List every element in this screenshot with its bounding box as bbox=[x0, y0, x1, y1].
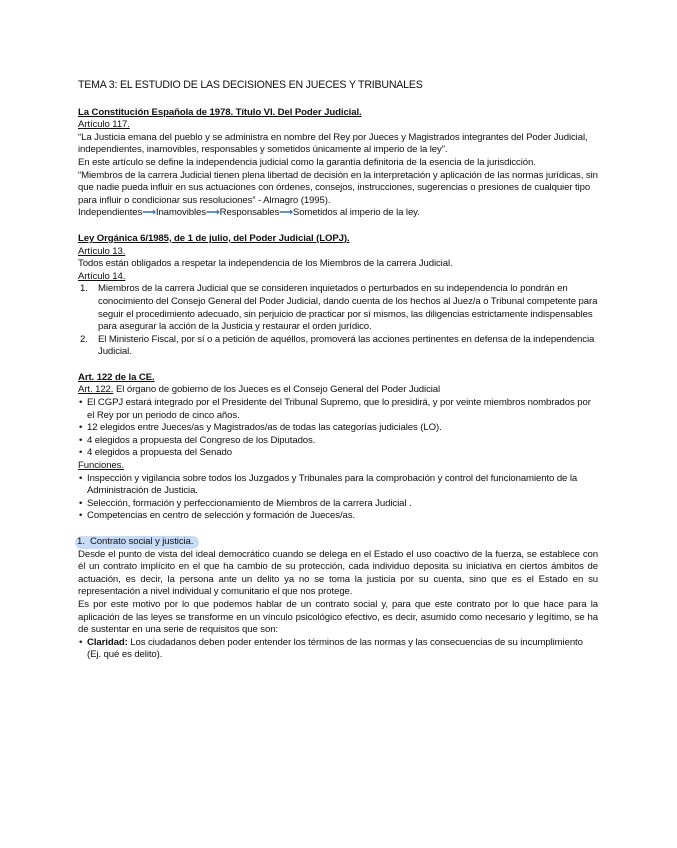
bullet-icon: • bbox=[79, 497, 83, 509]
article-quote: “La Justicia emana del pueblo y se administra en nombre del Rey por Jueces y Magistrados integrantes del Poder Judicial, independientes, inamovibles, responsables y sometidos únicamente al imperio de la ley”. bbox=[78, 131, 588, 156]
list-item: • Claridad: Los ciudadanos deben poder entender los términos de las normas y las consecuencias de su incumplimiento (Ej. qué es delito). bbox=[79, 636, 583, 661]
highlighted-heading: 1. Contrato social y justicia. bbox=[75, 536, 199, 549]
article-label: Artículo 117. bbox=[78, 119, 130, 131]
numbered-list bbox=[78, 283, 598, 359]
term-label: Claridad: bbox=[87, 636, 128, 648]
functions-list bbox=[78, 473, 598, 523]
section-heading: La Constitución Española de 1978. Título VI. Del Poder Judicial. bbox=[78, 106, 362, 118]
chain-item: Inamovibles bbox=[155, 207, 206, 219]
bullet-list bbox=[78, 637, 598, 662]
section-art122 bbox=[78, 372, 598, 523]
section-heading: Ley Orgánica 6/1985, de 1 de julio, del Poder Judicial (LOPJ). bbox=[78, 232, 350, 244]
list-item: • 4 elegidos a propuesta del Senado bbox=[79, 447, 232, 459]
list-item: • 4 elegidos a propuesta del Congreso de los Diputados. bbox=[79, 434, 316, 446]
article-label: Artículo 14. bbox=[78, 270, 126, 282]
list-item-text: El Ministerio Fiscal, por sí o a petición de aquéllos, promoverá las acciones pertinentes en defensa de la independencia Judicial. bbox=[98, 333, 595, 358]
arrow-right-icon: ⟶ bbox=[279, 207, 293, 219]
section-lopj bbox=[78, 233, 598, 359]
bullet-icon: • bbox=[79, 447, 83, 459]
paragraph: Art. 122. El órgano de gobierno de los Jueces es el Consejo General del Poder Judicial bbox=[78, 384, 441, 396]
chain-item: Independientes bbox=[78, 207, 143, 219]
list-item bbox=[78, 334, 598, 359]
bullet-icon: • bbox=[79, 397, 83, 409]
paragraph: En este artículo se define la independencia judicial como la garantía definitoria de la esencia de la jurisdicción. bbox=[78, 156, 536, 168]
arrow-right-icon: ⟶ bbox=[205, 207, 220, 219]
bullet-icon: • bbox=[79, 434, 83, 446]
quote-almagro: “Miembros de la carrera Judicial tienen plena libertad de decisión en la interpretación y aplicación de las normas jurídicas, sin que nadie pueda influir en sus actuaciones con órdenes, consejos, instrucciones, sugerencias o presiones de cualquier tipo para influir o condicionar sus resoluciones” - Almagro (1995). bbox=[78, 169, 598, 206]
document-title: TEMA 3: EL ESTUDIO DE LAS DECISIONES EN JUECES Y TRIBUNALES bbox=[78, 79, 423, 91]
chain-item: Responsables bbox=[219, 207, 280, 219]
bullet-icon: • bbox=[79, 636, 83, 648]
chain-item: Sometidos al imperio de la ley. bbox=[292, 207, 420, 219]
list-item: • Competencias en centro de selección y formación de Jueces/as. bbox=[79, 510, 356, 522]
section-constitucion bbox=[78, 107, 598, 220]
bullet-icon: • bbox=[79, 472, 83, 484]
functions-label: Funciones. bbox=[78, 460, 124, 472]
section-heading: Art. 122 de la CE. bbox=[78, 371, 155, 383]
article-label: Art. 122. bbox=[78, 384, 114, 396]
paragraph: Desde el punto de vista del ideal democrático cuando se delega en el Estado el uso coactivo de la fuerza, se establece con él un contrato implícito en el que ha cambio de su protección, cada individuo deposita su iniciativa en ciertos ámbitos de actuación, es decir, la persona ante un delito ya no se toma la justicia por su cuenta, sino que es el Estado en su representación a nivel individual y comunitario el que nos protege. bbox=[78, 548, 598, 598]
list-item bbox=[78, 283, 598, 333]
list-item: • Inspección y vigilancia sobre todos los Juzgados y Tribunales para la comprobación y control del funcionamiento de la Administración de Justicia. bbox=[79, 472, 578, 497]
list-number: 1. bbox=[80, 283, 88, 295]
paragraph: Es por este motivo por lo que podemos hablar de un contrato social y, para que este contrato por lo que hace para la aplicación de las leyes se transforme en un vínculo psicológico efectivo, es decir, asumido como necesario y legítimo, se ha de sustentar en una serie de requisitos que son: bbox=[78, 598, 598, 636]
principles-chain bbox=[78, 207, 598, 220]
document-body bbox=[78, 79, 598, 662]
bullet-icon: • bbox=[79, 422, 83, 434]
list-item: • 12 elegidos entre Jueces/as y Magistrados/as de todas las categorías judiciales (LO). bbox=[79, 422, 442, 434]
highlighted-heading-row bbox=[78, 536, 598, 549]
list-item: • Selección, formación y perfeccionamiento de Miembros de la carrera Judicial . bbox=[79, 497, 412, 509]
list-number: 2. bbox=[80, 333, 88, 345]
bullet-list bbox=[78, 397, 598, 460]
list-item-text: Miembros de la carrera Judicial que se consideren inquietados o perturbados en su independencia lo pondrán en conocimiento del Consejo General del Poder Judicial, dando cuenta de los hechos al Juez/a o Tribunal competente para seguir el procedimiento adecuado, sin perjuicio de practicar por sí mismos, las diligencias estrictamente indispensables para asegurar la acción de la Justicia y restaurar el orden jurídico. bbox=[98, 283, 598, 333]
list-item: • El CGPJ estará integrado por el Presidente del Tribunal Supremo, que lo presidirá, y por veinte miembros nombrados por el Rey por un periodo de cinco años. bbox=[79, 397, 591, 421]
article-label: Artículo 13. bbox=[78, 245, 126, 257]
arrow-right-icon: ⟶ bbox=[142, 207, 156, 219]
paragraph: Todos están obligados a respetar la independencia de los Miembros de la carrera Judicial. bbox=[78, 258, 453, 270]
section-contrato-social bbox=[78, 536, 598, 662]
bullet-icon: • bbox=[79, 510, 83, 522]
